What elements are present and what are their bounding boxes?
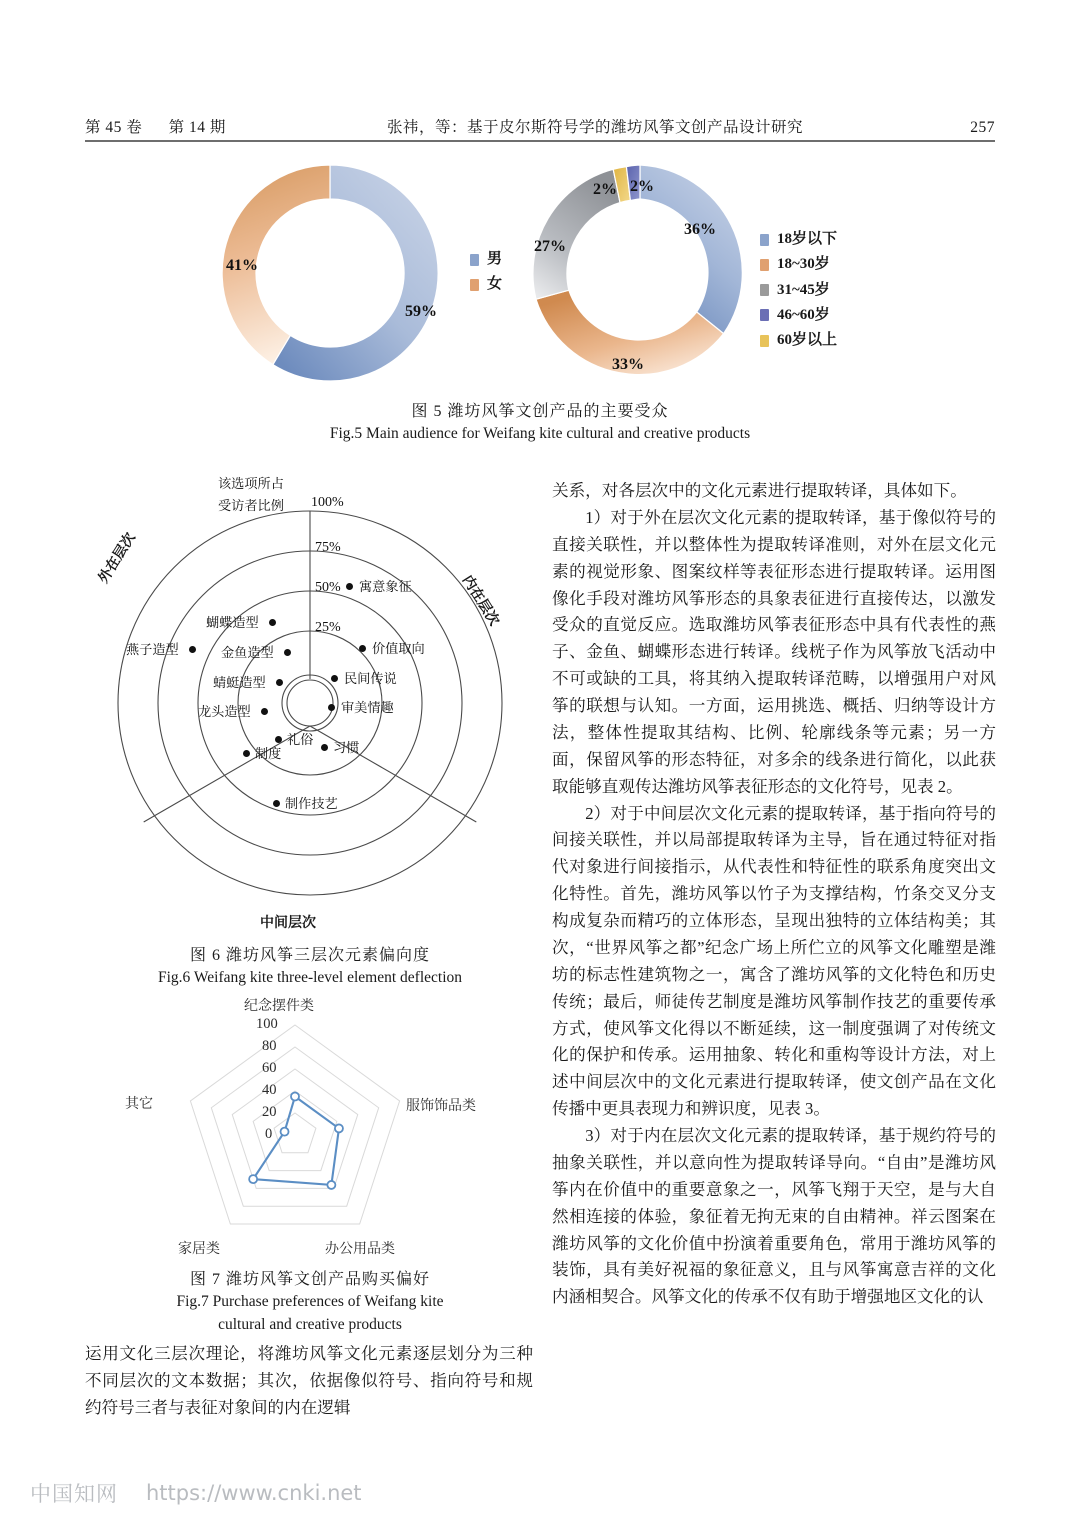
paragraph: 2）对于中间层次文化元素的提取转译，基于指向符号的间接关联性，并以局部提取转译为主导，旨在通过特征对指代对象进行间接指示，从代表性和特征性的联系角度突出文化特性。首先，潍坊风筝以竹子为支撑结构，竹条交叉分支构成复杂而精巧的立体形态，呈现出独特的立体结构美；其次，“世界风筝之都”纪念广场上所伫立的风筝文化雕塑是潍坊的标志性建筑物之一，寓含了潍坊风筝的文化特色和历史传统；最后，师徒传艺制度是潍坊风筝制作技艺的重要传承方式，使风筝文化得以不断延续，这一制度强调了对传统文化的保护和传承。运用抽象、转化和重构等设计方法，对上述中间层次中的文化元素进行提取转译，使文创产品在文化传播中更具表现力和辨识度，见表 3。: [552, 803, 996, 1119]
figure-6-element-制作技艺: 制作技艺: [285, 797, 338, 812]
figure-6-dot: [273, 800, 280, 807]
legend-item: [760, 304, 837, 327]
figure-6-dot: [275, 736, 282, 743]
legend-swatch-age-2: [760, 284, 769, 296]
figure-6-element-金鱼造型: 金鱼造型: [221, 646, 274, 661]
paragraph: 1）对于外在层次文化元素的提取转译，基于像似符号的直接关联性，并以整体性为提取转译准则，对外在层文化元素的视觉形象、图案纹样等表征形态进行提取转译。运用图像化手段对潍坊风筝形态的具象表征进行直接传达，以激发受众的直觉反应。选取潍坊风筝表征形态中具有代表性的燕子、金鱼、蝴蝶形态进行转译。线桄子作为风筝放飞活动中不可或缺的工具，将其纳入提取转译范畴，以增强用户对风筝的联想与认知。一方面，运用挑选、概括、归纳等设计方法，整体性提取其结构、比例、轮廓线条等元素；另一方面，保留风筝的形态特征，对多余的线条进行简化，以此获取能够直观传达潍坊风筝表征形态的文化符号，见表 2。: [552, 507, 996, 796]
figure-6-dot: [261, 708, 268, 715]
legend-label-male: 男: [487, 251, 503, 267]
figure-5-caption: [180, 400, 900, 446]
figure-6-tick-75: 75%: [315, 540, 341, 555]
figure-7-caption-en-1: Fig.7 Purchase preferences of Weifang kite: [176, 1293, 444, 1311]
cnki-watermark: [30, 1478, 362, 1508]
age-pct-3: 2%: [593, 181, 617, 198]
figure-6-sector-middle: 中间层次: [260, 915, 316, 931]
figure-5-caption-zh: 图 5 潍坊风筝文创产品的主要受众: [411, 403, 669, 420]
figure-6-element-燕子造型: 燕子造型: [126, 643, 179, 658]
legend-swatch-age-4: [760, 335, 769, 347]
figure-7-tick-20: 20: [262, 1104, 277, 1120]
left-column-text: [85, 1341, 533, 1422]
page-number: 257: [970, 119, 995, 136]
legend-swatch-female: [470, 279, 479, 291]
legend-item: [760, 279, 837, 302]
age-pct-2: 27%: [534, 238, 566, 255]
legend-swatch-age-1: [760, 259, 769, 271]
volume-label: 第 45 卷: [85, 119, 143, 136]
figure-6-axis-title-line1: 该选项所占: [218, 477, 284, 492]
figure-7-tick-40: 40: [262, 1082, 277, 1098]
figure-6-dot: [328, 704, 335, 711]
gender-pct-male: 59%: [405, 303, 437, 320]
figure-7-axis-label-2: 办公用品类: [325, 1241, 395, 1257]
header-rule: [85, 140, 995, 142]
legend-label-female: 女: [487, 276, 503, 293]
legend-item: [760, 253, 837, 276]
figure-6-element-民间传说: 民间传说: [344, 672, 397, 687]
figure-6-sector-outer: 外在层次: [95, 530, 139, 587]
figure-6-element-价值取向: 价值取向: [372, 642, 425, 657]
volume-issue: [85, 115, 315, 137]
paragraph: 关系，对各层次中的文化元素进行提取转译，具体如下。: [552, 481, 967, 500]
legend-label-age-4: 60岁以上: [777, 332, 838, 348]
figure-5-caption-en: Fig.5 Main audience for Weifang kite cultural and creative products: [329, 425, 751, 443]
figure-6-dot: [359, 645, 366, 652]
legend-item: [760, 228, 837, 251]
figure-6-tick-100: 100%: [311, 495, 344, 510]
figure-7-caption: [85, 1268, 535, 1336]
figure-6-dot: [243, 750, 250, 757]
legend-item: [470, 248, 502, 271]
figure-6-caption-en: Fig.6 Weifang kite three-level element deflection: [157, 969, 463, 987]
gender-legend: [470, 248, 502, 299]
age-pct-0: 36%: [684, 221, 716, 238]
figure-6-element-龙头造型: 龙头造型: [198, 705, 251, 720]
figure-6-dot: [269, 619, 276, 626]
age-pct-1: 33%: [612, 356, 644, 373]
figure-6: [85, 466, 535, 936]
figure-6-axis-title-line2: 受访者比例: [218, 499, 284, 514]
figure-7-axis-label-1: 服饰饰品类: [406, 1098, 476, 1114]
cnki-name: 中国知网: [30, 1482, 118, 1506]
figure-6-dot: [321, 744, 328, 751]
figure-6-dot: [276, 679, 283, 686]
legend-label-age-3: 46~60岁: [777, 306, 830, 323]
figure-6-tick-25: 25%: [315, 620, 341, 635]
figure-6-caption-zh: 图 6 潍坊风筝三层次元素偏向度: [189, 947, 430, 964]
figure-6-dot: [284, 649, 291, 656]
figure-6-element-蜻蜓造型: 蜻蜓造型: [213, 676, 266, 691]
legend-swatch-age-0: [760, 234, 769, 246]
figure-6-dot: [331, 675, 338, 682]
legend-swatch-age-3: [760, 309, 769, 321]
figure-6-element-审美情趣: 审美情趣: [341, 701, 394, 716]
issue-label: 第 14 期: [168, 119, 226, 136]
gender-pct-female: 41%: [226, 257, 258, 274]
figure-7-radar-chart: [110, 995, 530, 1260]
legend-swatch-male: [470, 254, 479, 266]
running-head: [85, 103, 995, 137]
paragraph: 运用文化三层次理论，将潍坊风筝文化元素逐层划分为三种不同层次的文本数据；其次，依据像似符号、指向符号和规约符号三者与表征对象间的内在逻辑: [85, 1344, 533, 1417]
figure-6-element-蝴蝶造型: 蝴蝶造型: [206, 616, 259, 631]
right-column-text: [552, 478, 996, 1311]
paragraph: 3）对于内在层次文化元素的提取转译，基于规约符号的抽象关联性，并以意向性为提取转译导向。“自由”是潍坊风筝内在价值中的重要意象之一，风筝飞翔于天空，是与大自然相连接的体验，象征着无拘无束的自由精神。祥云图案在潍坊风筝的文化价值中扮演着重要角色，常用于潍坊风筝的装饰，具有美好祝福的象征意义，且与风筝寓意吉祥的文化内涵相契合。风筝文化的传承不仅有助于增强地区文化的认: [552, 1126, 996, 1307]
figure-7-tick-60: 60: [262, 1060, 277, 1076]
article-title: 张祎，等：基于皮尔斯符号学的潍坊风筝文创产品设计研究: [386, 119, 803, 136]
figure-6-radial-diagram: [85, 466, 535, 936]
figure-7-axis-label-4: 其它: [125, 1096, 153, 1112]
figure-7-tick-100: 100: [256, 1016, 278, 1032]
legend-label-age-0: 18岁以下: [777, 231, 838, 247]
figure-6-element-制度: 制度: [255, 747, 282, 762]
legend-item: [470, 273, 502, 296]
legend-label-age-2: 31~45岁: [777, 281, 830, 298]
figure-6-element-寓意象征: 寓意象征: [359, 580, 412, 595]
cnki-url: https://www.cnki.net: [146, 1481, 362, 1505]
age-pct-4: 2%: [630, 178, 654, 195]
figure-6-dot: [189, 646, 196, 653]
figure-6-tick-50: 50%: [315, 580, 341, 595]
figure-6-element-礼俗: 礼俗: [287, 733, 314, 748]
age-legend: [760, 228, 837, 354]
figure-7-tick-80: 80: [262, 1038, 277, 1054]
figure-6-caption: [85, 944, 535, 990]
figure-7: [110, 995, 530, 1260]
figure-7-caption-zh: 图 7 潍坊风筝文创产品购买偏好: [189, 1271, 430, 1288]
legend-label-age-1: 18~30岁: [777, 256, 830, 273]
figure-7-caption-en-2: cultural and creative products: [218, 1315, 402, 1333]
figure-7-axis-label-0: 纪念摆件类: [244, 998, 314, 1014]
legend-item: [760, 329, 837, 352]
figure-6-element-习惯: 习惯: [333, 741, 360, 756]
figure-7-tick-0: 0: [265, 1126, 273, 1142]
figure-6-dot: [346, 583, 353, 590]
figure-6-sector-inner: 内在层次: [458, 572, 503, 629]
figure-7-axis-label-3: 家居类: [178, 1241, 220, 1257]
